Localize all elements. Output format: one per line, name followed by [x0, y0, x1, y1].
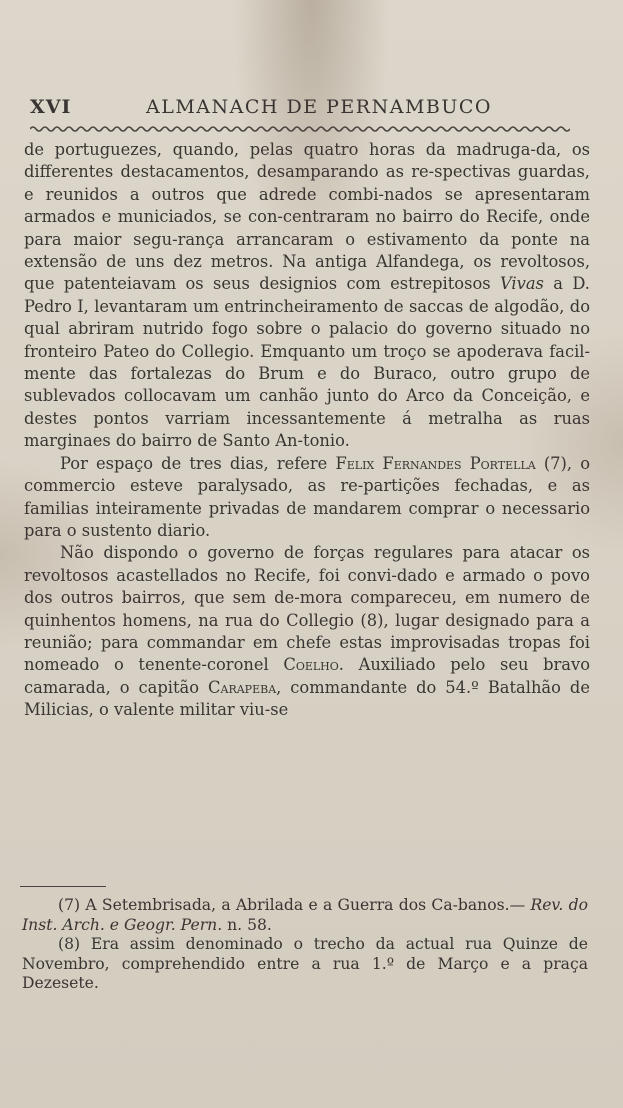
- text-segment: , commandante do 54.º Batalhão de Milicias, o valente militar viu-se: [24, 677, 590, 720]
- text-segment: Por espaço de tres dias, refere: [60, 453, 336, 473]
- paragraph-1: [24, 139, 590, 453]
- text-segment: Não dispondo o governo de forças regulares para atacar os revoltosos acastellados no Recife, foi convi-dado e armado o povo dos outros bairros, que sem de-mora compareceu, em numero de quinhentos homens, na rua do Collegio (8), lugar designado para a reunião; para commandar em chefe estas improvisadas tropas foi nomeado o tenente-coronel: [24, 543, 590, 675]
- text-segment: . Auxiliado pelo seu bravo camarada, o capitão: [24, 655, 591, 697]
- paragraph-2: [24, 453, 590, 543]
- text-segment: (7), o commercio esteve paralysado, as re-partições fechadas, e as familias inteiramente privadas de mandarem comprar o necessario para o sustento diario.: [24, 453, 591, 540]
- ornamental-rule: [30, 124, 570, 134]
- running-head: [30, 96, 596, 124]
- body-text: [24, 139, 590, 722]
- text-segment: Carapeba: [208, 677, 277, 697]
- text-segment: Vivas: [499, 274, 544, 294]
- running-title: ALMANACH DE PERNAMBUCO: [146, 96, 492, 118]
- text-segment: n. 58.: [222, 915, 272, 934]
- footnote-7: [22, 896, 588, 935]
- footnote-8: [22, 935, 588, 994]
- text-segment: (8) Era assim denominado o trecho da actual rua Quinze de Novembro, comprehendido entre a rua 1.º de Março e a praça Dezesete.: [22, 935, 588, 992]
- footnotes: [22, 896, 588, 994]
- text-segment: Rev. do Inst. Arch. e Geogr. Pern.: [22, 896, 588, 934]
- page-number: XVI: [30, 96, 72, 118]
- text-segment: Coelho: [283, 655, 339, 675]
- text-segment: Felix Fernandes Portella: [335, 453, 536, 473]
- text-segment: de portuguezes, quando, pelas quatro horas da madruga-da, os differentes destacamentos, desamparando as re-spectivas guardas, e reunidos a outros que adrede combi-nados se apresentaram armados e municiados, se con-centraram no bairro do Recife, onde para maior segu-rança arrancaram o estivamento da ponte na extensão de uns dez metros. Na antiga Alfandega, os revoltosos, que patenteiavam os seus designios com estrepitosos: [24, 140, 590, 294]
- text-segment: (7) A Setembrisada, a Abrilada e a Guerra dos Ca-banos.—: [58, 896, 531, 914]
- paragraph-3: [24, 542, 590, 721]
- text-segment: a D. Pedro I, levantaram um entrincheiramento de saccas de algodão, do qual abriram nutrido fogo sobre o palacio do governo situado no fronteiro Pateo do Collegio. Emquanto um troço se apoderava facil-mente das fortalezas do Brum e do Buraco, outro grupo de sublevados collocavam um canhão junto do Arco da Conceição, e destes pontos varriam incessantemente á metralha as ruas marginaes do bairro de Santo An-tonio.: [24, 274, 590, 451]
- footnote-rule: [20, 886, 106, 887]
